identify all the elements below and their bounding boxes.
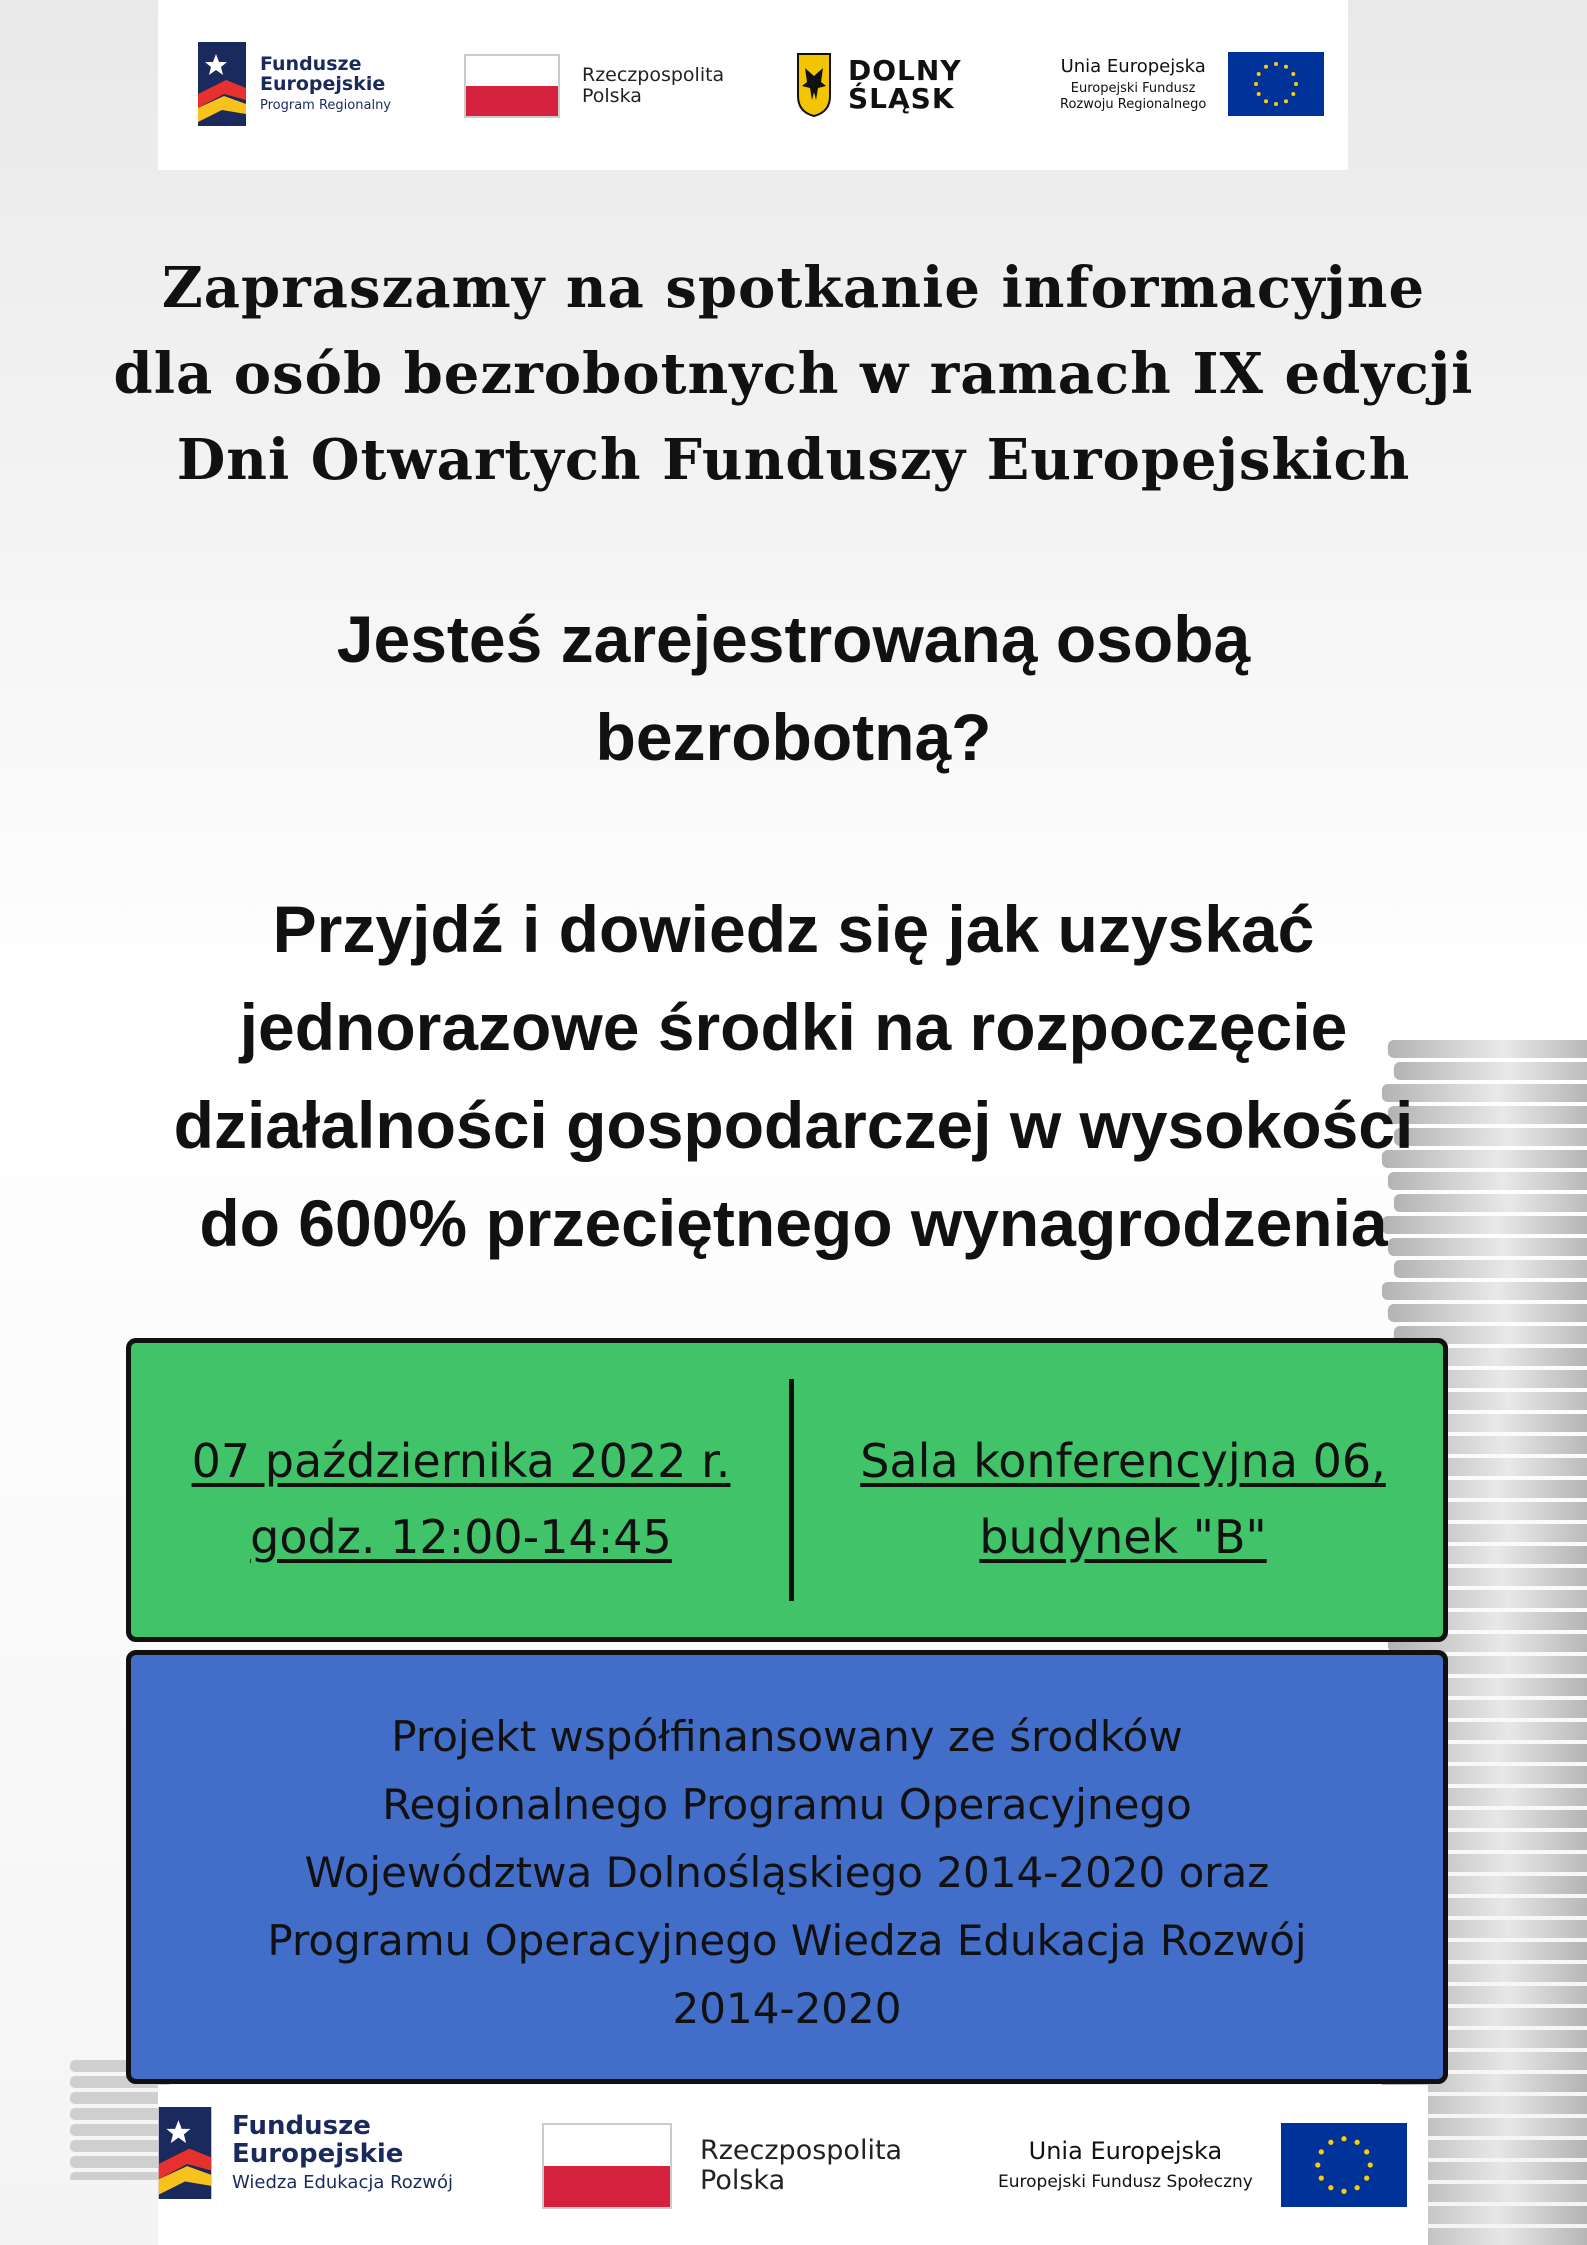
unia-bottom-line2: Europejski Fundusz Społeczny <box>998 2172 1253 2193</box>
bottom-logo-bar <box>158 2085 1428 2245</box>
offer-line-1: Przyjdź i dowiedz się jak uzyskać <box>272 892 1315 966</box>
question-line-2: bezrobotną? <box>595 700 992 774</box>
rzeczpospolita-logo <box>464 54 724 118</box>
unia-line1: Unia Europejska <box>1060 55 1206 77</box>
unia-europejska-logo <box>1060 52 1324 116</box>
fundusze-europejskie-logo <box>198 42 391 126</box>
fundusze-bottom-line1: Fundusze <box>232 2111 371 2142</box>
fundusze-line2: Europejskie <box>260 73 386 96</box>
polish-flag-icon <box>464 54 560 118</box>
funding-line-3: Województwa Dolnośląskiego 2014-2020 oraz <box>304 1848 1270 1897</box>
rzeczpospolita-bottom-line2: Polska <box>700 2165 786 2196</box>
top-logo-bar <box>158 0 1348 170</box>
offer-line-3: działalności gospodarczej w wysokości <box>173 1088 1414 1162</box>
fundusze-europejskie-icon <box>198 42 246 126</box>
unia-line3: Rozwoju Regionalnego <box>1060 96 1207 112</box>
fundusze-europejskie-icon <box>158 2107 212 2199</box>
fundusze-europejskie-logo-bottom <box>158 2107 453 2199</box>
fundusze-line1: Fundusze <box>260 53 362 76</box>
eu-flag-icon <box>1228 52 1324 116</box>
funding-line-5: 2014-2020 <box>672 1984 902 2033</box>
rzeczpospolita-line1: Rzeczpospolita <box>582 64 725 87</box>
event-time: godz. 12:00-14:45 <box>250 1510 672 1564</box>
dolny-slask-logo <box>796 52 962 118</box>
question-line-1: Jesteś zarejestrowaną osobą <box>336 602 1251 676</box>
polish-flag-icon <box>542 2123 672 2209</box>
dolny-slask-line1: DOLNY <box>848 54 962 87</box>
fundusze-line3: Program Regionalny <box>260 98 391 114</box>
event-date: 07 października 2022 r. <box>191 1434 731 1488</box>
event-place-line1: Sala konferencyjna 06, <box>860 1434 1386 1488</box>
rzeczpospolita-logo-bottom <box>542 2123 902 2209</box>
rzeczpospolita-bottom-line1: Rzeczpospolita <box>700 2135 903 2167</box>
offer-line-4: do 600% przeciętnego wynagrodzenia <box>199 1186 1388 1260</box>
invitation-heading <box>0 245 1587 503</box>
event-divider <box>789 1379 794 1601</box>
invitation-line-1: Zapraszamy na spotkanie informacyjne <box>161 255 1426 321</box>
event-date-time <box>141 1423 781 1575</box>
funding-line-2: Regionalnego Programu Operacyjnego <box>382 1780 1192 1829</box>
funding-line-4: Programu Operacyjnego Wiedza Edukacja Rozwój <box>267 1916 1307 1965</box>
eagle-crest-icon <box>796 52 832 118</box>
question-heading <box>0 590 1587 786</box>
event-place-line2: budynek "B" <box>979 1510 1267 1564</box>
dolny-slask-line2: ŚLĄSK <box>848 82 955 115</box>
invitation-line-3: Dni Otwartych Funduszy Europejskich <box>176 427 1411 493</box>
offer-line-2: jednorazowe środki na rozpoczęcie <box>239 990 1348 1064</box>
unia-bottom-line1: Unia Europejska <box>1028 2137 1223 2166</box>
invitation-line-2: dla osób bezrobotnych w ramach IX edycji <box>113 341 1474 407</box>
unia-europejska-logo-bottom <box>998 2123 1407 2207</box>
funding-line-1: Projekt współfinansowany ze środków <box>391 1712 1183 1761</box>
funding-info-box <box>126 1650 1448 2084</box>
event-details-box <box>126 1338 1448 1642</box>
offer-heading <box>0 880 1587 1272</box>
event-place <box>803 1423 1443 1575</box>
fundusze-bottom-line3: Wiedza Edukacja Rozwój <box>232 2171 453 2193</box>
rzeczpospolita-line2: Polska <box>582 85 642 107</box>
unia-line2: Europejski Fundusz <box>1070 81 1196 97</box>
fundusze-bottom-line2: Europejskie <box>232 2138 404 2169</box>
eu-flag-icon <box>1281 2123 1407 2207</box>
